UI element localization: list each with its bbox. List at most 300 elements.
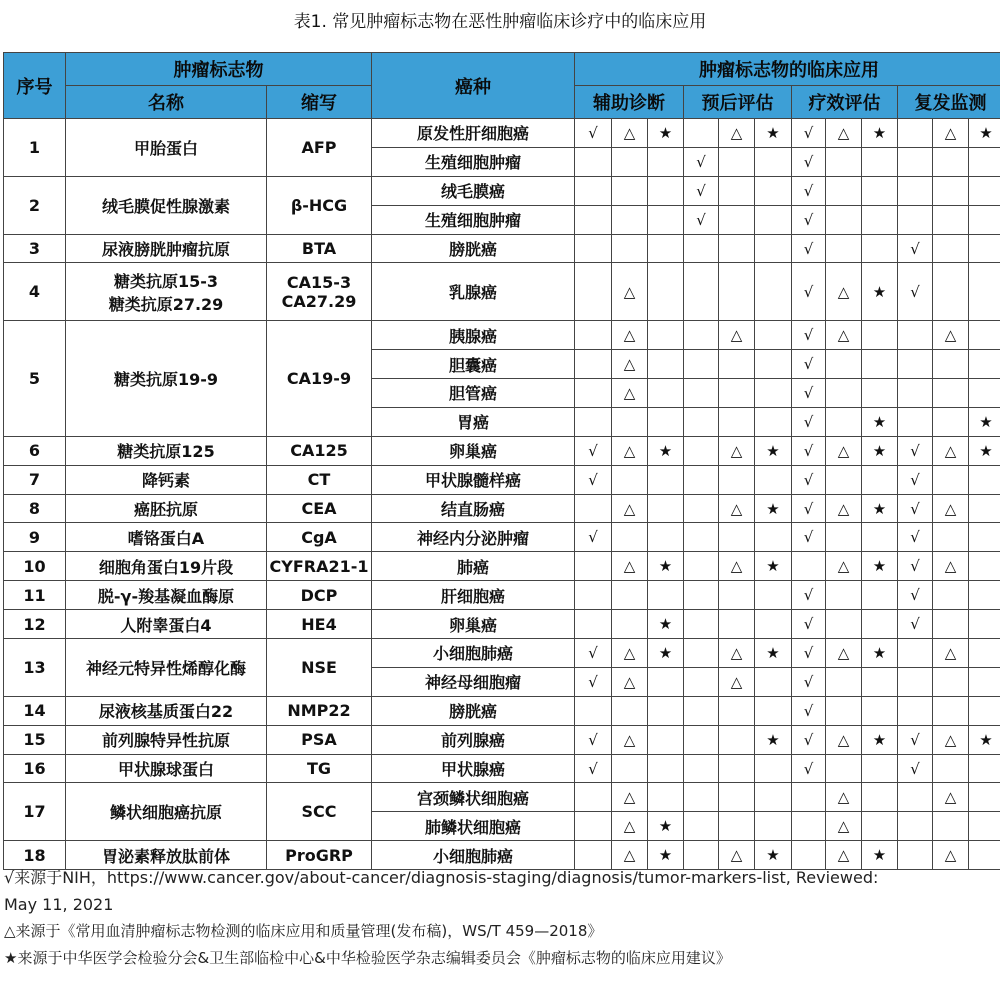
cell-mark xyxy=(898,639,933,668)
cell-mark xyxy=(755,379,792,408)
cell-mark xyxy=(755,523,792,552)
cell-mark xyxy=(719,581,755,610)
cell-mark: △ xyxy=(933,639,969,668)
table-row xyxy=(4,552,1000,581)
cell-mark xyxy=(826,581,862,610)
cell-mark: △ xyxy=(719,119,755,148)
footnote-nih: √来源于NIH，https://www.cancer.gov/about-cancer/diagnosis-staging/diagnosis/tumor-markers-list, Reviewed: xyxy=(4,868,879,887)
cell-mark xyxy=(719,465,755,494)
cell-mark: √ xyxy=(898,234,933,263)
table-row xyxy=(4,696,1000,725)
cell-mark xyxy=(898,147,933,176)
cell-mark xyxy=(612,581,648,610)
cell-mark: △ xyxy=(612,494,648,523)
cell-mark xyxy=(969,696,1000,725)
cell-mark xyxy=(826,523,862,552)
cell-mark: ★ xyxy=(648,552,684,581)
cell-mark: ★ xyxy=(969,407,1000,436)
cell-cancer: 小细胞肺癌 xyxy=(372,639,575,668)
cell-mark: ★ xyxy=(755,639,792,668)
marker-name-line: 糖类抗原27.29 xyxy=(108,294,224,314)
cell-mark xyxy=(755,234,792,263)
cell-mark: ★ xyxy=(862,263,898,321)
cell-mark: √ xyxy=(792,581,826,610)
cell-abbr: BTA xyxy=(267,234,372,263)
cell-mark: √ xyxy=(792,436,826,465)
cell-seq: 12 xyxy=(4,610,66,639)
cell-seq: 13 xyxy=(4,639,66,697)
cell-mark xyxy=(862,754,898,783)
cell-mark xyxy=(648,667,684,696)
cell-cancer: 神经内分泌肿瘤 xyxy=(372,523,575,552)
cell-mark xyxy=(862,234,898,263)
cell-mark xyxy=(862,783,898,812)
cell-mark: △ xyxy=(933,552,969,581)
cell-marker-name: 甲胎蛋白 xyxy=(66,119,267,177)
cell-mark xyxy=(933,379,969,408)
cell-mark xyxy=(862,465,898,494)
cell-mark xyxy=(826,465,862,494)
cell-mark xyxy=(933,147,969,176)
cell-mark xyxy=(684,465,719,494)
cell-mark: △ xyxy=(612,321,648,350)
cell-mark xyxy=(719,523,755,552)
table-row xyxy=(4,610,1000,639)
cell-mark xyxy=(898,407,933,436)
cell-mark xyxy=(898,350,933,379)
table-row xyxy=(4,494,1000,523)
cell-marker-name: 前列腺特异性抗原 xyxy=(66,725,267,754)
cell-marker-name: 尿液膀胱肿瘤抗原 xyxy=(66,234,267,263)
cell-mark: △ xyxy=(826,812,862,841)
cell-abbr: DCP xyxy=(267,581,372,610)
cell-abbr: NSE xyxy=(267,639,372,697)
cell-abbr: SCC xyxy=(267,783,372,841)
cell-mark xyxy=(933,812,969,841)
cell-abbr: TG xyxy=(267,754,372,783)
cell-mark xyxy=(862,321,898,350)
cell-mark xyxy=(612,407,648,436)
cell-mark xyxy=(684,407,719,436)
cell-mark: △ xyxy=(719,436,755,465)
cell-mark xyxy=(684,494,719,523)
cell-abbr: HE4 xyxy=(267,610,372,639)
cell-mark: ★ xyxy=(755,841,792,870)
cell-mark: √ xyxy=(575,754,612,783)
cell-mark xyxy=(719,147,755,176)
cell-cancer: 胆管癌 xyxy=(372,379,575,408)
cell-mark: △ xyxy=(826,725,862,754)
table-body xyxy=(4,119,1000,870)
cell-mark xyxy=(684,436,719,465)
cell-mark: △ xyxy=(612,350,648,379)
cell-cancer: 前列腺癌 xyxy=(372,725,575,754)
cell-mark xyxy=(969,552,1000,581)
table-row xyxy=(4,234,1000,263)
cell-marker-name: 糖类抗原125 xyxy=(66,436,267,465)
cell-mark xyxy=(969,465,1000,494)
cell-cancer: 宫颈鳞状细胞癌 xyxy=(372,783,575,812)
header-seq: 序号 xyxy=(4,53,66,119)
cell-seq: 7 xyxy=(4,465,66,494)
cell-mark xyxy=(862,379,898,408)
cell-mark xyxy=(755,610,792,639)
cell-mark: △ xyxy=(719,494,755,523)
header-diagnosis: 辅助诊断 xyxy=(575,86,684,119)
cell-mark: △ xyxy=(826,639,862,668)
cell-abbr: CT xyxy=(267,465,372,494)
cell-mark xyxy=(969,494,1000,523)
cell-mark xyxy=(755,205,792,234)
cell-mark: △ xyxy=(826,321,862,350)
header-application: 肿瘤标志物的临床应用 xyxy=(575,53,1000,86)
cell-mark xyxy=(898,205,933,234)
cell-abbr: AFP xyxy=(267,119,372,177)
cell-cancer: 甲状腺癌 xyxy=(372,754,575,783)
cell-mark: △ xyxy=(612,119,648,148)
cell-abbr: CA19-9 xyxy=(267,321,372,437)
cell-seq: 2 xyxy=(4,176,66,234)
cell-mark xyxy=(862,812,898,841)
cell-mark: △ xyxy=(826,783,862,812)
cell-mark: √ xyxy=(898,436,933,465)
table-row xyxy=(4,176,1000,205)
cell-mark xyxy=(969,234,1000,263)
cell-marker-name: 绒毛膜促性腺激素 xyxy=(66,176,267,234)
cell-mark xyxy=(969,523,1000,552)
cell-mark xyxy=(826,350,862,379)
cell-seq: 10 xyxy=(4,552,66,581)
cell-mark xyxy=(755,263,792,321)
cell-mark xyxy=(575,696,612,725)
cell-mark: △ xyxy=(933,119,969,148)
cell-mark xyxy=(755,350,792,379)
cell-mark xyxy=(612,465,648,494)
cell-mark xyxy=(684,696,719,725)
cell-mark xyxy=(648,754,684,783)
cell-mark xyxy=(755,147,792,176)
cell-mark xyxy=(969,783,1000,812)
cell-mark xyxy=(898,667,933,696)
footnote-ws: △来源于《常用血清肿瘤标志物检测的临床应用和质量管理(发布稿)，WS/T 459—2018》 xyxy=(4,922,603,940)
cell-mark xyxy=(826,176,862,205)
cell-mark xyxy=(898,812,933,841)
cell-marker-name: 降钙素 xyxy=(66,465,267,494)
cell-mark: √ xyxy=(898,581,933,610)
cell-mark xyxy=(575,783,612,812)
cell-mark: △ xyxy=(826,119,862,148)
cell-mark: △ xyxy=(826,494,862,523)
cell-marker-name: 尿液核基质蛋白22 xyxy=(66,696,267,725)
cell-mark xyxy=(969,639,1000,668)
cell-mark xyxy=(933,667,969,696)
cell-mark xyxy=(684,119,719,148)
cell-seq: 18 xyxy=(4,841,66,870)
cell-mark: △ xyxy=(826,263,862,321)
cell-mark xyxy=(969,379,1000,408)
cell-mark xyxy=(648,696,684,725)
cell-mark xyxy=(612,754,648,783)
cell-mark xyxy=(575,234,612,263)
cell-mark xyxy=(575,176,612,205)
cell-mark xyxy=(575,407,612,436)
cell-mark: √ xyxy=(898,610,933,639)
cell-mark: √ xyxy=(575,667,612,696)
table-row xyxy=(4,523,1000,552)
cell-mark: △ xyxy=(826,841,862,870)
tumor-marker-table xyxy=(3,52,1000,870)
cell-marker-name: 甲状腺球蛋白 xyxy=(66,754,267,783)
abbr-line: CA15-3 xyxy=(286,272,352,292)
cell-seq: 5 xyxy=(4,321,66,437)
cell-mark xyxy=(933,523,969,552)
cell-cancer: 胆囊癌 xyxy=(372,350,575,379)
cell-mark xyxy=(933,610,969,639)
cell-mark xyxy=(648,147,684,176)
header-abbr: 缩写 xyxy=(267,86,372,119)
cell-seq: 16 xyxy=(4,754,66,783)
cell-mark: △ xyxy=(719,552,755,581)
cell-mark: ★ xyxy=(755,436,792,465)
cell-mark xyxy=(898,321,933,350)
cell-abbr: PSA xyxy=(267,725,372,754)
header-name: 名称 xyxy=(66,86,267,119)
cell-mark xyxy=(862,696,898,725)
cell-mark xyxy=(612,176,648,205)
cell-mark xyxy=(969,205,1000,234)
cell-mark xyxy=(755,696,792,725)
cell-seq: 8 xyxy=(4,494,66,523)
cell-mark xyxy=(933,263,969,321)
cell-mark: √ xyxy=(792,754,826,783)
cell-abbr xyxy=(267,263,372,321)
cell-seq: 14 xyxy=(4,696,66,725)
cell-mark: √ xyxy=(792,350,826,379)
cell-mark: ★ xyxy=(862,494,898,523)
cell-mark: △ xyxy=(933,494,969,523)
cell-mark xyxy=(755,754,792,783)
cell-mark xyxy=(612,147,648,176)
cell-mark xyxy=(933,176,969,205)
cell-mark: △ xyxy=(933,436,969,465)
abbr-line: CA27.29 xyxy=(281,291,357,311)
cell-mark xyxy=(719,754,755,783)
cell-mark xyxy=(826,379,862,408)
cell-mark xyxy=(792,552,826,581)
cell-mark xyxy=(862,205,898,234)
cell-mark: ★ xyxy=(648,610,684,639)
cell-mark: △ xyxy=(612,379,648,408)
cell-mark xyxy=(684,639,719,668)
cell-mark xyxy=(684,725,719,754)
cell-mark: √ xyxy=(792,725,826,754)
cell-cancer: 乳腺癌 xyxy=(372,263,575,321)
cell-mark xyxy=(933,581,969,610)
cell-seq: 11 xyxy=(4,581,66,610)
cell-mark: △ xyxy=(933,841,969,870)
cell-seq: 6 xyxy=(4,436,66,465)
cell-mark xyxy=(969,667,1000,696)
cell-mark xyxy=(575,321,612,350)
cell-mark xyxy=(969,321,1000,350)
cell-mark xyxy=(826,407,862,436)
cell-mark xyxy=(575,205,612,234)
cell-cancer: 肺鳞状细胞癌 xyxy=(372,812,575,841)
cell-mark xyxy=(755,812,792,841)
cell-seq: 9 xyxy=(4,523,66,552)
cell-mark xyxy=(826,205,862,234)
cell-mark xyxy=(612,696,648,725)
cell-mark: √ xyxy=(792,494,826,523)
header-recurrence: 复发监测 xyxy=(898,86,1000,119)
cell-mark xyxy=(898,119,933,148)
cell-mark: △ xyxy=(933,725,969,754)
cell-mark xyxy=(612,234,648,263)
cell-mark xyxy=(898,696,933,725)
cell-cancer: 胃癌 xyxy=(372,407,575,436)
cell-mark: √ xyxy=(792,667,826,696)
cell-cancer: 甲状腺髓样癌 xyxy=(372,465,575,494)
cell-mark xyxy=(612,610,648,639)
cell-mark xyxy=(684,610,719,639)
cell-mark: √ xyxy=(575,465,612,494)
cell-cancer: 肺癌 xyxy=(372,552,575,581)
cell-mark xyxy=(648,407,684,436)
cell-marker-name: 细胞角蛋白19片段 xyxy=(66,552,267,581)
cell-mark xyxy=(862,581,898,610)
table-row xyxy=(4,725,1000,754)
cell-abbr: ProGRP xyxy=(267,841,372,870)
header-marker-group: 肿瘤标志物 xyxy=(66,53,372,86)
cell-mark xyxy=(684,783,719,812)
cell-mark: ★ xyxy=(648,639,684,668)
cell-mark xyxy=(648,725,684,754)
cell-mark xyxy=(755,176,792,205)
cell-mark: ★ xyxy=(755,494,792,523)
cell-marker-name: 糖类抗原19-9 xyxy=(66,321,267,437)
cell-marker-name: 脱-γ-羧基凝血酶原 xyxy=(66,581,267,610)
cell-mark xyxy=(792,783,826,812)
cell-mark xyxy=(575,552,612,581)
cell-mark xyxy=(898,379,933,408)
cell-mark xyxy=(755,667,792,696)
cell-mark xyxy=(862,176,898,205)
cell-mark xyxy=(933,696,969,725)
cell-mark: √ xyxy=(575,436,612,465)
cell-mark: √ xyxy=(792,639,826,668)
cell-mark xyxy=(684,379,719,408)
cell-mark xyxy=(575,379,612,408)
cell-mark: √ xyxy=(792,379,826,408)
table-row xyxy=(4,754,1000,783)
cell-mark xyxy=(719,407,755,436)
cell-mark xyxy=(755,465,792,494)
cell-mark xyxy=(933,234,969,263)
cell-cancer: 膀胱癌 xyxy=(372,696,575,725)
cell-cancer: 膀胱癌 xyxy=(372,234,575,263)
cell-mark: ★ xyxy=(755,552,792,581)
cell-mark xyxy=(969,147,1000,176)
cell-seq: 15 xyxy=(4,725,66,754)
header-prognosis: 预后评估 xyxy=(684,86,792,119)
cell-mark: △ xyxy=(933,321,969,350)
cell-seq: 4 xyxy=(4,263,66,321)
cell-marker-name: 癌胚抗原 xyxy=(66,494,267,523)
cell-marker-name xyxy=(66,263,267,321)
cell-mark xyxy=(755,321,792,350)
cell-mark xyxy=(612,205,648,234)
cell-mark: √ xyxy=(792,696,826,725)
cell-mark xyxy=(969,350,1000,379)
cell-mark: √ xyxy=(792,407,826,436)
table-title: 表1. 常见肿瘤标志物在恶性肿瘤临床诊疗中的临床应用 xyxy=(293,12,707,32)
cell-mark xyxy=(862,667,898,696)
cell-mark: √ xyxy=(898,263,933,321)
cell-seq: 3 xyxy=(4,234,66,263)
cell-mark: √ xyxy=(792,234,826,263)
cell-mark xyxy=(648,581,684,610)
cell-mark xyxy=(575,350,612,379)
table-row xyxy=(4,436,1000,465)
cell-mark xyxy=(719,205,755,234)
cell-mark xyxy=(862,350,898,379)
cell-mark: △ xyxy=(826,552,862,581)
cell-cancer: 胰腺癌 xyxy=(372,321,575,350)
cell-mark xyxy=(755,581,792,610)
cell-mark xyxy=(826,610,862,639)
cell-seq: 1 xyxy=(4,119,66,177)
cell-mark xyxy=(719,350,755,379)
cell-mark xyxy=(684,523,719,552)
cell-mark: √ xyxy=(575,639,612,668)
cell-mark xyxy=(755,407,792,436)
footnotes xyxy=(4,864,996,972)
cell-mark: ★ xyxy=(862,841,898,870)
cell-mark: ★ xyxy=(648,119,684,148)
cell-mark xyxy=(719,725,755,754)
cell-mark: √ xyxy=(898,494,933,523)
cell-mark xyxy=(648,205,684,234)
cell-cancer: 卵巢癌 xyxy=(372,610,575,639)
cell-mark: √ xyxy=(898,465,933,494)
cell-mark: △ xyxy=(612,783,648,812)
cell-mark: √ xyxy=(575,523,612,552)
cell-mark xyxy=(826,754,862,783)
table-row xyxy=(4,639,1000,668)
cell-abbr: β-HCG xyxy=(267,176,372,234)
table-row xyxy=(4,581,1000,610)
cell-mark xyxy=(684,552,719,581)
table-row xyxy=(4,783,1000,812)
cell-mark: △ xyxy=(612,841,648,870)
cell-mark: √ xyxy=(792,523,826,552)
cell-mark: ★ xyxy=(648,436,684,465)
cell-mark xyxy=(684,234,719,263)
cell-mark xyxy=(933,465,969,494)
cell-mark xyxy=(648,523,684,552)
cell-mark: √ xyxy=(792,119,826,148)
cell-mark xyxy=(792,812,826,841)
cell-mark xyxy=(933,205,969,234)
cell-mark: △ xyxy=(612,812,648,841)
cell-mark xyxy=(648,494,684,523)
cell-marker-name: 鳞状细胞癌抗原 xyxy=(66,783,267,841)
cell-mark: √ xyxy=(898,523,933,552)
header-cancer: 癌种 xyxy=(372,53,575,119)
cell-cancer: 小细胞肺癌 xyxy=(372,841,575,870)
cell-mark xyxy=(648,379,684,408)
footnote-nih-date: May 11, 2021 xyxy=(4,895,114,914)
